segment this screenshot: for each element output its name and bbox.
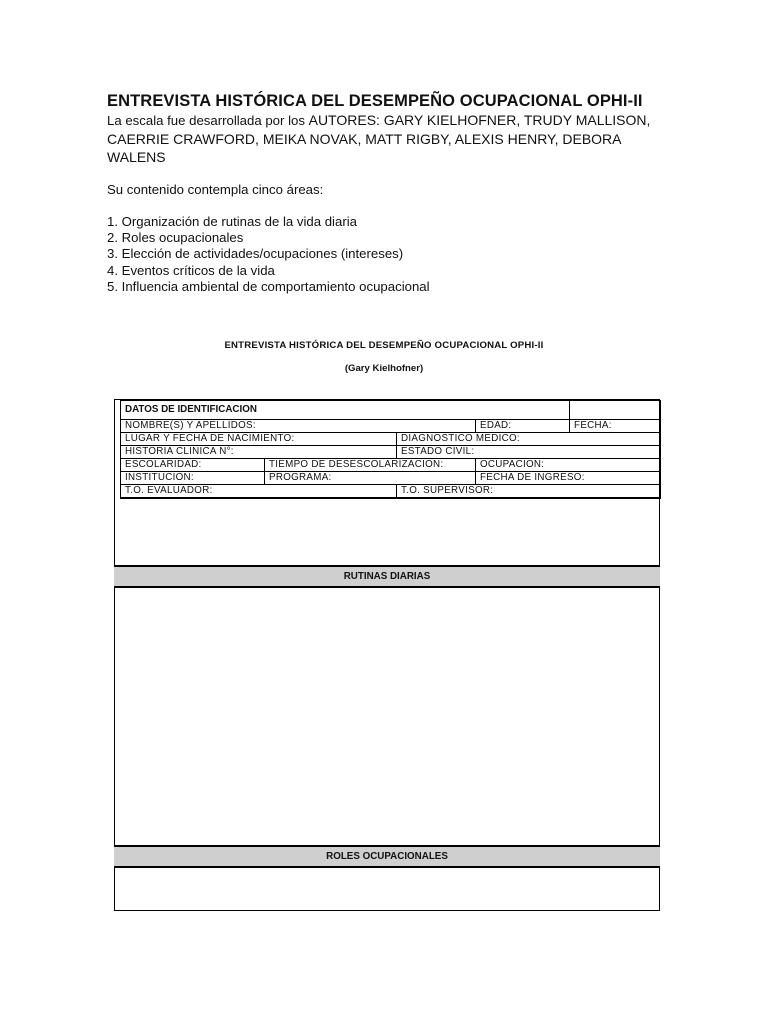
identification-section-title: DATOS DE IDENTIFICACION — [121, 401, 570, 420]
to-evaluador-field[interactable]: T.O. EVALUADOR: — [121, 485, 397, 499]
form-author: (Gary Kielhofner) — [344, 363, 424, 374]
area-item: 3. Elección de actividades/ocupaciones (intereses) — [107, 246, 404, 262]
estado-civil-field[interactable]: ESTADO CIVIL: — [397, 446, 661, 459]
edad-field[interactable]: EDAD: — [476, 420, 570, 433]
lugar-fecha-nacimiento-field[interactable]: LUGAR Y FECHA DE NACIMIENTO: — [121, 433, 397, 446]
area-item: 4. Eventos críticos de la vida — [107, 262, 275, 278]
area-item: 5. Influencia ambiental de comportamiento ocupacional — [107, 278, 430, 294]
area-item: 2. Roles ocupacionales — [107, 230, 244, 246]
tiempo-desescolarizacion-field[interactable]: TIEMPO DE DESESCOLARIZACION: — [265, 459, 476, 472]
programa-field[interactable]: PROGRAMA: — [265, 472, 476, 485]
ocupacion-field[interactable]: OCUPACION: — [476, 459, 661, 472]
fecha-field[interactable]: FECHA: — [570, 420, 661, 433]
intro-section — [107, 92, 667, 295]
institucion-field[interactable]: INSTITUCION: — [121, 472, 265, 485]
authors-paragraph — [107, 111, 667, 166]
to-supervisor-field[interactable]: T.O. SUPERVISOR: — [397, 485, 661, 499]
areas-intro: Su contenido contempla cinco áreas: — [107, 182, 324, 197]
rutinas-diarias-header: RUTINAS DIARIAS — [114, 565, 660, 588]
roles-ocupacionales-header: ROLES OCUPACIONALES — [114, 845, 660, 868]
fecha-ingreso-field[interactable]: FECHA DE INGRESO: — [476, 472, 661, 485]
document-title: ENTREVISTA HISTÓRICA DEL DESEMPEÑO OCUPACIONAL OPHI-II — [107, 92, 643, 110]
nombre-field[interactable]: NOMBRE(S) Y APELLIDOS: — [121, 420, 476, 433]
escolaridad-field[interactable]: ESCOLARIDAD: — [121, 459, 265, 472]
identification-table — [120, 400, 661, 499]
areas-list — [107, 214, 667, 295]
historia-clinica-field[interactable]: HISTORIA CLINICA N°: — [121, 446, 397, 459]
area-item: 1. Organización de rutinas de la vida diaria — [107, 214, 357, 229]
authors-names: AUTORES: GARY KIELHOFNER, TRUDY MALLISON, CAERRIE CRAWFORD, MEIKA NOVAK, MATT RIGBY, ALEXIS HENRY, DEBORA WALENS — [107, 112, 651, 165]
form-title: ENTREVISTA HISTÓRICA DEL DESEMPEÑO OCUPACIONAL OPHI-II — [224, 340, 544, 351]
authors-lead: La escala fue desarrollada por los — [107, 113, 309, 128]
diagnostico-field[interactable]: DIAGNOSTICO MEDICO: — [397, 433, 661, 446]
empty-cell — [570, 401, 661, 420]
